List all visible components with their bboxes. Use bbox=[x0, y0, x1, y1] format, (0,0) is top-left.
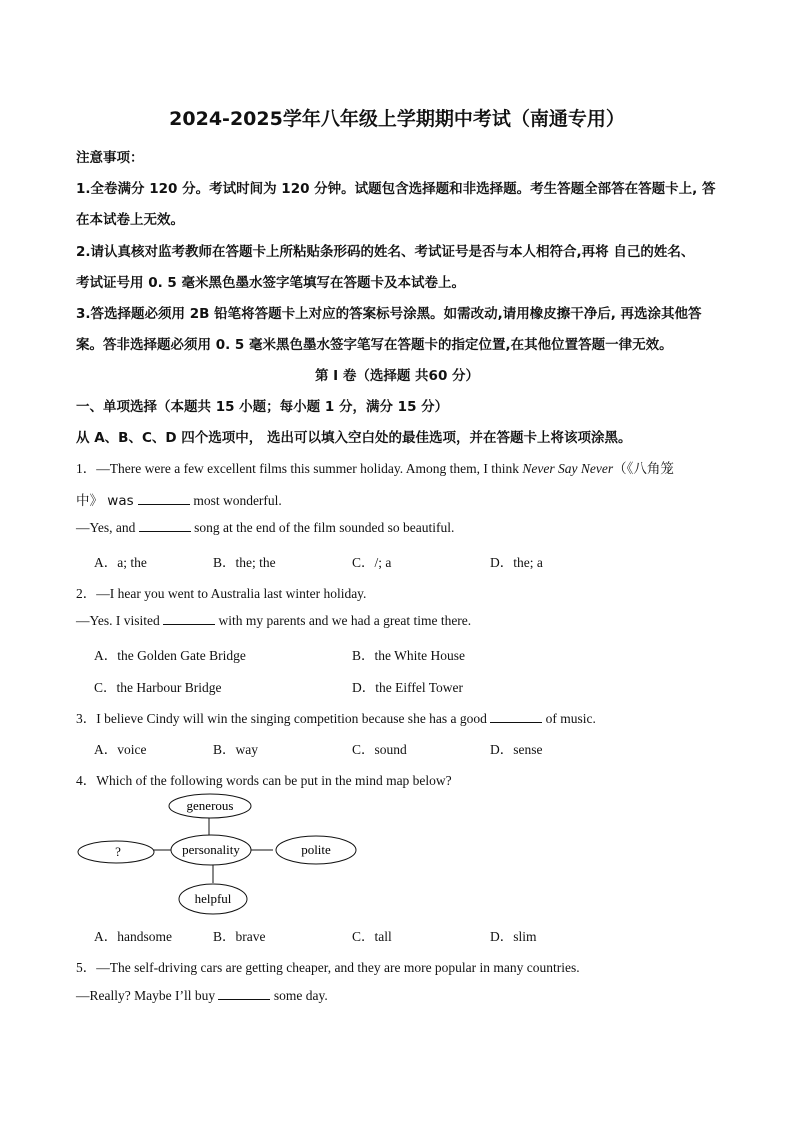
notice-heading: 注意事项： bbox=[76, 150, 144, 166]
q5-line-2-post: some day. bbox=[270, 988, 328, 1003]
mind-map-right-label: polite bbox=[301, 842, 331, 857]
q1-blank-1 bbox=[138, 493, 190, 505]
q1-blank-2 bbox=[139, 520, 191, 532]
part-1-instruction: 从 A、B、C、D 四个选项中， 选出可以填入空白处的最佳选项，并在答题卡上将该项涂黑。 bbox=[76, 430, 632, 446]
section-title: 第 I 卷（选择题 共60 分） bbox=[314, 368, 480, 384]
q2-line-2-post: with my parents and we had a great time there. bbox=[215, 613, 472, 628]
q4-option-d[interactable]: D．slim bbox=[490, 929, 537, 944]
q2-blank bbox=[163, 613, 215, 625]
notice-item-2-line-1: 2.请认真核对监考教师在答题卡上所粘贴条形码的姓名、考试证号是否与本人相符合,再将 自己的姓名、 bbox=[76, 244, 695, 260]
q2-option-c[interactable]: C．the Harbour Bridge bbox=[94, 680, 222, 695]
notice-item-1-line-1: 1.全卷满分 120 分。考试时间为 120 分钟。试题包含选择题和非选择题。考生答题全部答在答题卡上, 答 bbox=[76, 181, 716, 197]
mind-map-center-label: personality bbox=[182, 842, 240, 857]
q3-option-c[interactable]: C．sound bbox=[352, 742, 407, 757]
q3-option-d[interactable]: D．sense bbox=[490, 742, 543, 757]
q1-line-3 bbox=[76, 520, 454, 536]
q2-option-b[interactable]: B．the White House bbox=[352, 648, 465, 663]
q1-option-d[interactable]: D．the; a bbox=[490, 555, 543, 570]
notice-item-3-line-1: 3.答选择题必须用 2B 铅笔将答题卡上对应的答案标号涂黑。如需改动,请用橡皮擦干净后, 再选涂其他答 bbox=[76, 306, 702, 322]
q3-line-1 bbox=[76, 707, 596, 727]
q1-line-2-pre: 中》 was bbox=[76, 493, 138, 509]
q2-line-1: 2．—I hear you went to Australia last winter holiday. bbox=[76, 586, 367, 601]
page-title: 2024-2025学年八年级上学期期中考试（南通专用） bbox=[169, 108, 625, 130]
q1-line-3-pre: —Yes, and bbox=[76, 520, 139, 535]
notice-item-3-line-2: 案。答非选择题必须用 0. 5 毫米黑色墨水签字笔写在答题卡的指定位置,在其他位置答题一律无效。 bbox=[76, 337, 673, 353]
q1-line-2 bbox=[76, 489, 282, 509]
q3-blank bbox=[490, 711, 542, 723]
mind-map-diagram bbox=[70, 788, 370, 920]
q1-film-chinese-title: （《八角笼 bbox=[613, 461, 674, 477]
q3-option-a[interactable]: A．voice bbox=[94, 742, 147, 757]
q1-line-1-text: 1．—There were a few excellent films this summer holiday. Among them, I think bbox=[76, 461, 523, 476]
q2-line-2 bbox=[76, 613, 471, 629]
mind-map-left-label: ? bbox=[115, 844, 121, 859]
q5-blank bbox=[218, 988, 270, 1000]
q5-line-1: 5．—The self-driving cars are getting cheaper, and they are more popular in many countries. bbox=[76, 960, 580, 975]
q1-line-3-post: song at the end of the film sounded so beautiful. bbox=[190, 520, 455, 535]
q1-option-b[interactable]: B．the; the bbox=[213, 555, 276, 570]
q3-line-1-pre: 3．I believe Cindy will win the singing competition because she has a good bbox=[76, 711, 491, 726]
notice-item-2-line-2: 考试证号用 0. 5 毫米黑色墨水签字笔填写在答题卡及本试卷上。 bbox=[76, 275, 466, 291]
q5-line-2-pre: —Really? Maybe I’ll buy bbox=[76, 988, 219, 1003]
q2-option-a[interactable]: A．the Golden Gate Bridge bbox=[94, 648, 246, 663]
q1-line-2-post: most wonderful. bbox=[189, 493, 282, 508]
q5-line-2 bbox=[76, 988, 328, 1004]
q4-option-b[interactable]: B．brave bbox=[213, 929, 266, 944]
notice-item-1-line-2: 在本试卷上无效。 bbox=[76, 212, 184, 228]
q4-option-c[interactable]: C．tall bbox=[352, 929, 392, 944]
q4-option-a[interactable]: A．handsome bbox=[94, 929, 172, 944]
q1-option-c[interactable]: C．/; a bbox=[352, 555, 392, 570]
part-1-heading: 一、单项选择（本题共 15 小题；每小题 1 分，满分 15 分） bbox=[76, 399, 449, 415]
q1-film-title: Never Say Never bbox=[522, 461, 614, 476]
q1-option-a[interactable]: A．a; the bbox=[94, 555, 147, 570]
q2-line-2-pre: —Yes. I visited bbox=[76, 613, 164, 628]
q3-option-b[interactable]: B．way bbox=[213, 742, 258, 757]
q4-line-1: 4．Which of the following words can be put in the mind map below? bbox=[76, 773, 452, 788]
q3-line-1-post: of music. bbox=[542, 711, 596, 726]
q1-line-1 bbox=[76, 457, 674, 477]
mind-map-bottom-label: helpful bbox=[194, 891, 232, 906]
q2-option-d[interactable]: D．the Eiffel Tower bbox=[352, 680, 464, 695]
mind-map-top-label: generous bbox=[186, 798, 234, 813]
